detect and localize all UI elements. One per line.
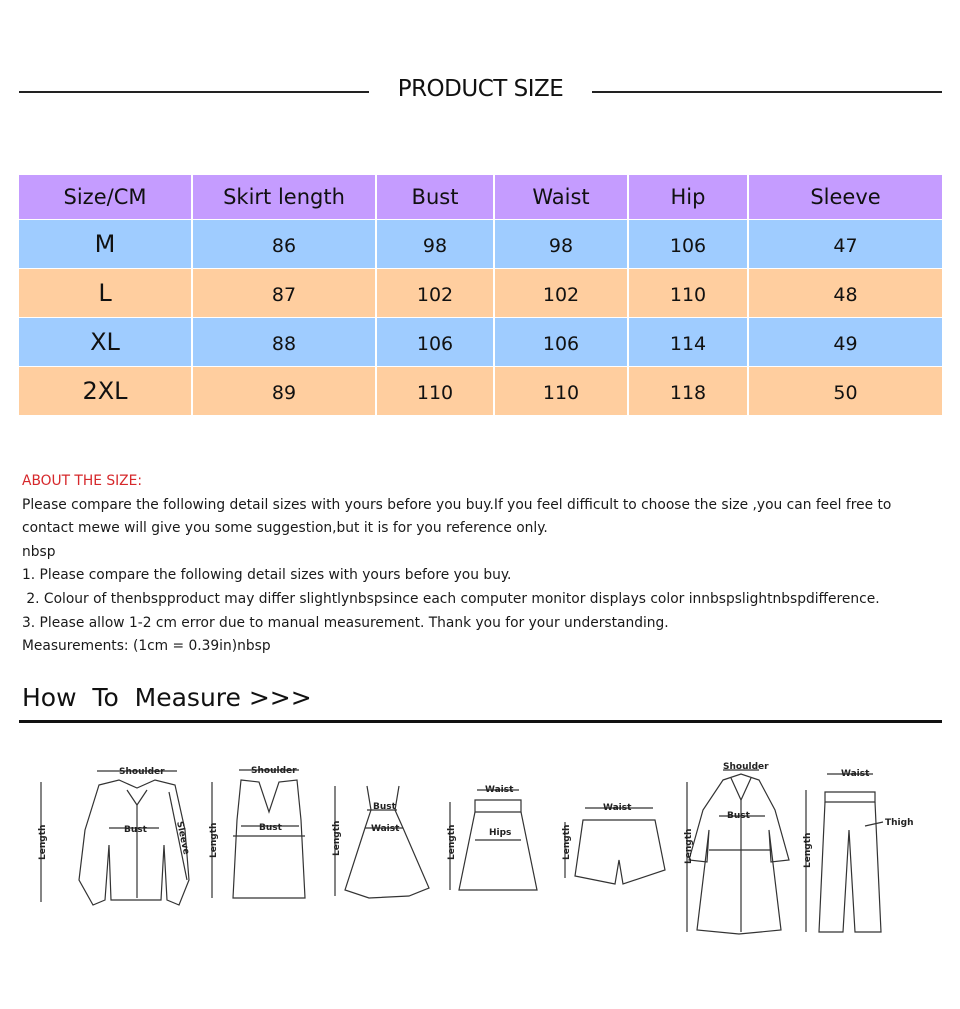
how-to-measure-title: How To Measure >>> — [22, 683, 312, 712]
shoulder-label: Shoulder — [723, 762, 769, 772]
table-cell: 86 — [192, 220, 376, 269]
table-cell: 98 — [494, 220, 628, 269]
column-header: Bust — [376, 175, 494, 220]
product-size-header — [19, 72, 942, 112]
page-title: PRODUCT SIZE — [397, 76, 564, 102]
bust-label: Bust — [727, 811, 750, 821]
table-cell: 50 — [748, 367, 942, 416]
table-row — [19, 269, 942, 318]
table-header-row — [19, 175, 942, 220]
how-to-measure-divider — [19, 720, 942, 723]
table-cell: 106 — [494, 318, 628, 367]
length-label: Length — [684, 828, 694, 864]
about-measurements: Measurements: (1cm = 0.39in)nbsp — [22, 638, 271, 655]
table-row — [19, 220, 942, 269]
waist-label: Waist — [485, 785, 514, 795]
column-header: Size/CM — [19, 175, 192, 220]
measurement-diagrams — [19, 750, 942, 950]
table-cell: 49 — [748, 318, 942, 367]
table-cell: 110 — [494, 367, 628, 416]
column-header: Waist — [494, 175, 628, 220]
table-cell: 88 — [192, 318, 376, 367]
blouse-diagram-icon — [41, 771, 189, 905]
length-label: Length — [209, 822, 219, 858]
column-header: Hip — [628, 175, 748, 220]
length-label: Length — [562, 824, 572, 860]
length-label: Length — [38, 824, 48, 860]
table-row — [19, 367, 942, 416]
table-cell: 110 — [628, 269, 748, 318]
tank-top-diagram-icon — [212, 770, 305, 898]
length-label: Length — [803, 832, 813, 868]
length-label: Length — [447, 824, 457, 860]
waist-label: Waist — [603, 803, 632, 813]
table-cell: 118 — [628, 367, 748, 416]
sleeve-label: Sleeve — [174, 820, 191, 856]
thigh-label: Thigh — [885, 818, 914, 828]
about-item-3: 3. Please allow 1-2 cm error due to manual measurement. Thank you for your understanding. — [22, 614, 669, 631]
size-cell: XL — [19, 318, 192, 367]
table-cell: 114 — [628, 318, 748, 367]
table-cell: 102 — [376, 269, 494, 318]
about-heading: ABOUT THE SIZE: — [22, 473, 142, 489]
size-cell: M — [19, 220, 192, 269]
bust-label: Bust — [124, 825, 147, 835]
column-header: Skirt length — [192, 175, 376, 220]
table-cell: 48 — [748, 269, 942, 318]
skirt-diagram-icon — [450, 790, 537, 890]
shoulder-label: Shoulder — [119, 767, 165, 777]
table-cell: 87 — [192, 269, 376, 318]
bust-label: Bust — [259, 823, 282, 833]
trousers-diagram-icon — [806, 774, 883, 932]
size-cell: 2XL — [19, 367, 192, 416]
length-label: Length — [332, 820, 342, 856]
table-cell: 102 — [494, 269, 628, 318]
about-intro: Please compare the following detail sizes with yours before you buy.If you feel difficult to choose the size ,you can feel free to contact mewe will give you some suggestion,but it is for you reference only. — [22, 496, 892, 537]
table-cell: 110 — [376, 367, 494, 416]
shoulder-label: Shoulder — [251, 766, 297, 776]
table-cell: 106 — [376, 318, 494, 367]
bust-label: Bust — [373, 802, 396, 812]
size-table — [19, 175, 942, 416]
waist-label: Waist — [841, 769, 870, 779]
column-header: Sleeve — [748, 175, 942, 220]
table-cell: 106 — [628, 220, 748, 269]
measurement-diagram-svg — [19, 750, 942, 950]
hips-label: Hips — [489, 828, 512, 838]
table-cell: 89 — [192, 367, 376, 416]
table-row — [19, 318, 942, 367]
header-divider-right — [592, 91, 942, 93]
table-cell: 98 — [376, 220, 494, 269]
waist-label: Waist — [371, 824, 400, 834]
about-nbsp: nbsp — [22, 543, 56, 560]
header-divider-left — [19, 91, 369, 93]
diagram-labels — [38, 762, 913, 868]
coat-diagram-icon — [687, 770, 789, 934]
about-item-2: 2. Colour of thenbspproduct may differ slightlynbspsince each computer monitor displays color innbspslightnbspdifference. — [22, 590, 880, 607]
table-cell: 47 — [748, 220, 942, 269]
about-item-1: 1. Please compare the following detail sizes with yours before you buy. — [22, 567, 512, 584]
size-cell: L — [19, 269, 192, 318]
about-size-section — [22, 470, 940, 659]
shorts-diagram-icon — [565, 808, 665, 884]
